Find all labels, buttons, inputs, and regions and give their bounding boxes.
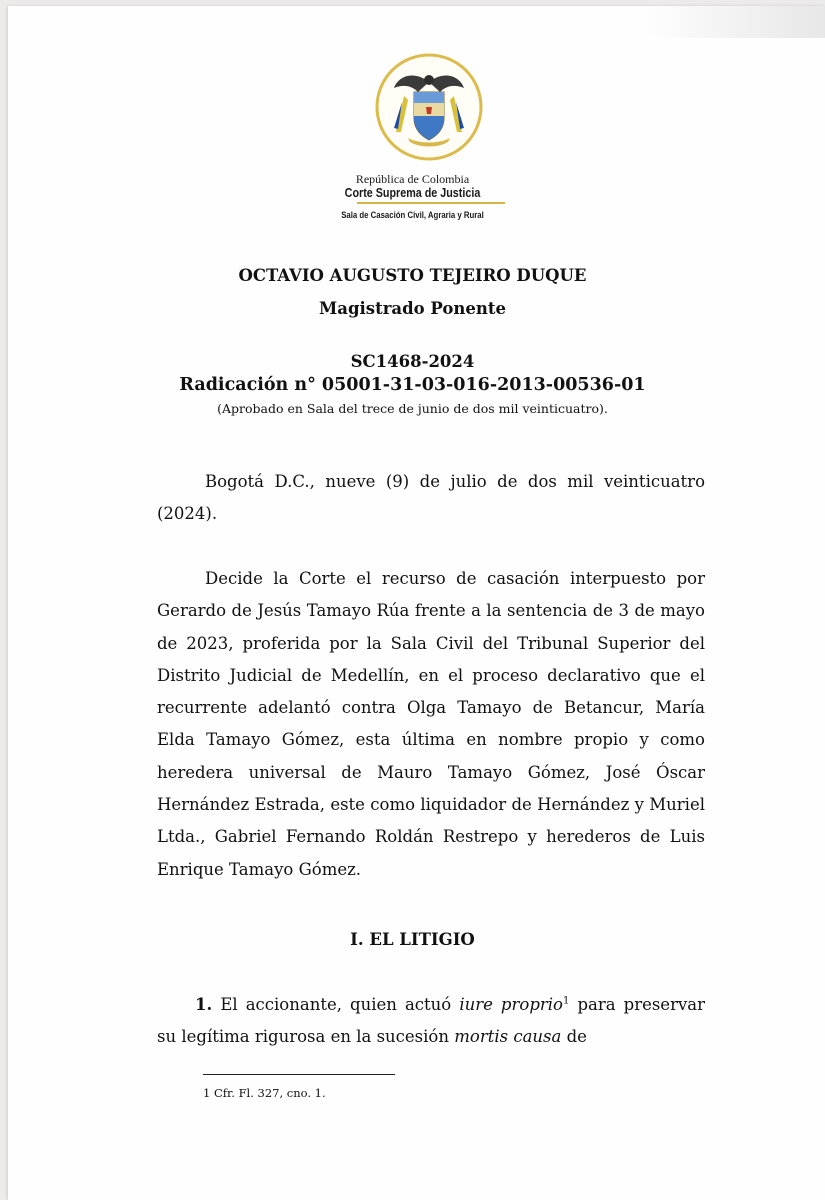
approval-note: (Aprobado en Sala del trece de junio de dos mil veinticuatro). — [217, 401, 608, 416]
latin-term-iure-proprio: iure proprio — [459, 995, 563, 1014]
court-name: Corte Suprema de Justicia — [344, 186, 481, 200]
point-text-middle: para preservar su legítima rigurosa en la sucesión — [157, 995, 706, 1047]
latin-term-mortis-causa: mortis causa — [454, 1027, 562, 1047]
republic-label: República de Colombia — [355, 172, 470, 186]
footnote-divider — [203, 1074, 395, 1075]
radicacion-number: Radicación n° 05001-31-03-016-2013-00536-01 — [179, 375, 646, 395]
colombia-coat-of-arms-seal — [374, 52, 484, 162]
chamber-name: Sala de Casación Civil, Agraria y Rural — [341, 210, 484, 221]
point-text-before: El accionante, quien actuó — [220, 995, 452, 1014]
decision-paragraph: Decide la Corte el recurso de casación interpuesto por Gerardo de Jesús Tamayo Rúa frente a la sentencia de 3 de mayo de 2023, proferida por la Sala Civil del Tribunal Superior del Distrito Judicial de Medellín, en el proceso declarativo que el recurrente adelantó contra Olga Tamayo de Betancur, María Elda Tamayo Gómez, esta última en nombre propio y como heredera universal de Mauro Tamayo Gómez, José Óscar Hernández Estrada, este como liquidador de Hernández y Muriel Ltda., Gabriel Fernando Roldán Restrepo y herederos de Luis Enrique Tamayo Gómez. — [157, 569, 705, 879]
footnote-ref[interactable]: 1 — [562, 995, 570, 1007]
magistrate-name: OCTAVIO AUGUSTO TEJEIRO DUQUE — [238, 266, 587, 285]
section-heading: I. EL LITIGIO — [350, 930, 475, 949]
footnote-text: 1 Cfr. Fl. 327, cno. 1. — [203, 1086, 326, 1100]
point-text-after: de — [566, 1027, 587, 1047]
magistrate-role: Magistrado Ponente — [319, 299, 506, 318]
case-number: SC1468-2024 — [350, 352, 475, 371]
point-1-paragraph — [157, 989, 705, 1054]
date-paragraph: Bogotá D.C., nueve (9) de julio de dos mil veinticuatro (2024). — [157, 472, 705, 524]
page-curl-shadow — [645, 6, 825, 38]
gold-divider — [357, 202, 505, 204]
point-number: 1. — [195, 995, 213, 1014]
